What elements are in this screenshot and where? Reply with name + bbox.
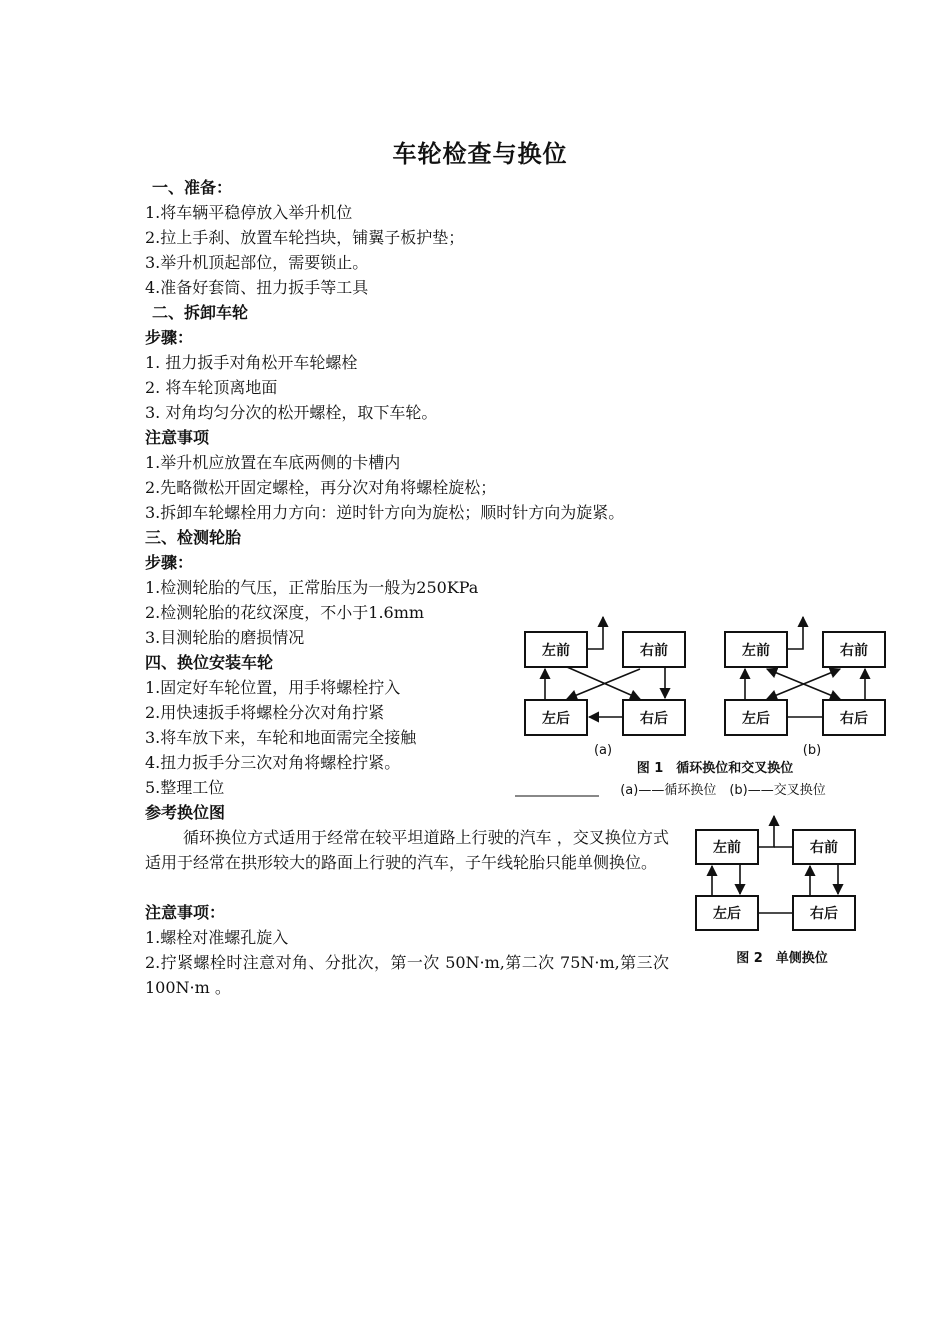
section-heading-reference: 参考换位图 xyxy=(145,803,226,822)
label-right-rear: 右后 xyxy=(840,711,868,727)
label-right-rear: 右后 xyxy=(810,906,838,922)
list-item: 1.螺栓对准螺孔旋入 xyxy=(145,928,289,947)
section-heading-remove: 二、拆卸车轮 xyxy=(152,303,249,322)
figure-2-caption: 图 2 单侧换位 xyxy=(736,951,828,966)
list-item: 3.目测轮胎的磨损情况 xyxy=(145,628,305,647)
subheading-notes: 注意事项 xyxy=(145,428,210,447)
list-item: 1.检测轮胎的气压，正常胎压为一般为250KPa xyxy=(145,578,479,597)
label-left-front: 左前 xyxy=(713,840,741,856)
label-left-rear: 左后 xyxy=(542,711,570,727)
list-item: 2.拧紧螺栓时注意对角、分批次，第一次 50N·m,第二次 75N·m,第三次 100N·m 。 xyxy=(145,953,669,997)
arrow-out-b xyxy=(787,617,803,649)
figure-1-subcaption: (a)——循环换位 (b)——交叉换位 xyxy=(620,783,826,798)
figure-1-caption: 图 1 循环换位和交叉换位 xyxy=(636,761,794,776)
subheading-steps: 步骤： xyxy=(145,553,194,572)
list-item: 2.用快速扳手将螺栓分次对角拧紧 xyxy=(145,703,385,722)
list-item: 1.将车辆平稳停放入举升机位 xyxy=(145,203,353,222)
subheading-steps: 步骤： xyxy=(145,328,194,347)
label-a: (a) xyxy=(593,743,613,758)
label-left-front: 左前 xyxy=(542,643,570,659)
list-item: 3.将车放下来，车轮和地面需完全接触 xyxy=(145,728,417,747)
list-item: 2. 将车轮顶离地面 xyxy=(145,378,278,397)
page-title: 车轮检查与换位 xyxy=(392,140,568,168)
list-item: 4.扭力扳手分三次对角将螺栓拧紧。 xyxy=(145,753,401,772)
section-heading-install: 四、换位安装车轮 xyxy=(145,653,274,672)
arrow-out xyxy=(758,816,774,847)
section-heading-inspect: 三、检测轮胎 xyxy=(145,528,242,547)
list-item: 5.整理工位 xyxy=(145,778,225,797)
list-item: 1.举升机应放置在车底两侧的卡槽内 xyxy=(145,453,401,472)
section-heading-prep: 一、准备： xyxy=(152,178,233,197)
list-item: 3. 对角均匀分次的松开螺栓，取下车轮。 xyxy=(145,403,438,422)
arrow-out-a xyxy=(587,617,603,649)
list-item: 1. 扭力扳手对角松开车轮螺栓 xyxy=(145,353,358,372)
label-left-rear: 左后 xyxy=(713,906,741,922)
list-item: 2.拉上手刹、放置车轮挡块，铺翼子板护垫； xyxy=(145,228,465,247)
figure-1-rotation-diagram xyxy=(515,612,895,802)
label-right-rear: 右后 xyxy=(640,711,668,727)
reference-paragraph: 循环换位方式适用于经常在较平坦道路上行驶的汽车 ，交叉换位方式适用于经常在拱形较大的路面上行驶的汽车，子午线轮胎只能单侧换位。 xyxy=(145,828,669,872)
label-b: (b) xyxy=(802,743,822,758)
label-right-front: 右前 xyxy=(840,643,868,659)
subheading-notes: 注意事项： xyxy=(145,903,226,922)
label-right-front: 右前 xyxy=(640,643,668,659)
label-left-front: 左前 xyxy=(742,643,770,659)
list-item: 2.检测轮胎的花纹深度，不小于1.6mm xyxy=(145,603,425,622)
list-item: 1.固定好车轮位置，用手将螺栓拧入 xyxy=(145,678,401,697)
list-item: 4.准备好套筒、扭力扳手等工具 xyxy=(145,278,369,297)
list-item: 2.先略微松开固定螺栓，再分次对角将螺栓旋松； xyxy=(145,478,497,497)
label-left-rear: 左后 xyxy=(742,711,770,727)
figure-2-single-side-diagram xyxy=(688,812,868,972)
label-right-front: 右前 xyxy=(810,840,838,856)
list-item: 3.举升机顶起部位，需要锁止。 xyxy=(145,253,369,272)
list-item: 3.拆卸车轮螺栓用力方向：逆时针方向为旋松；顺时针方向为旋紧。 xyxy=(145,503,625,522)
